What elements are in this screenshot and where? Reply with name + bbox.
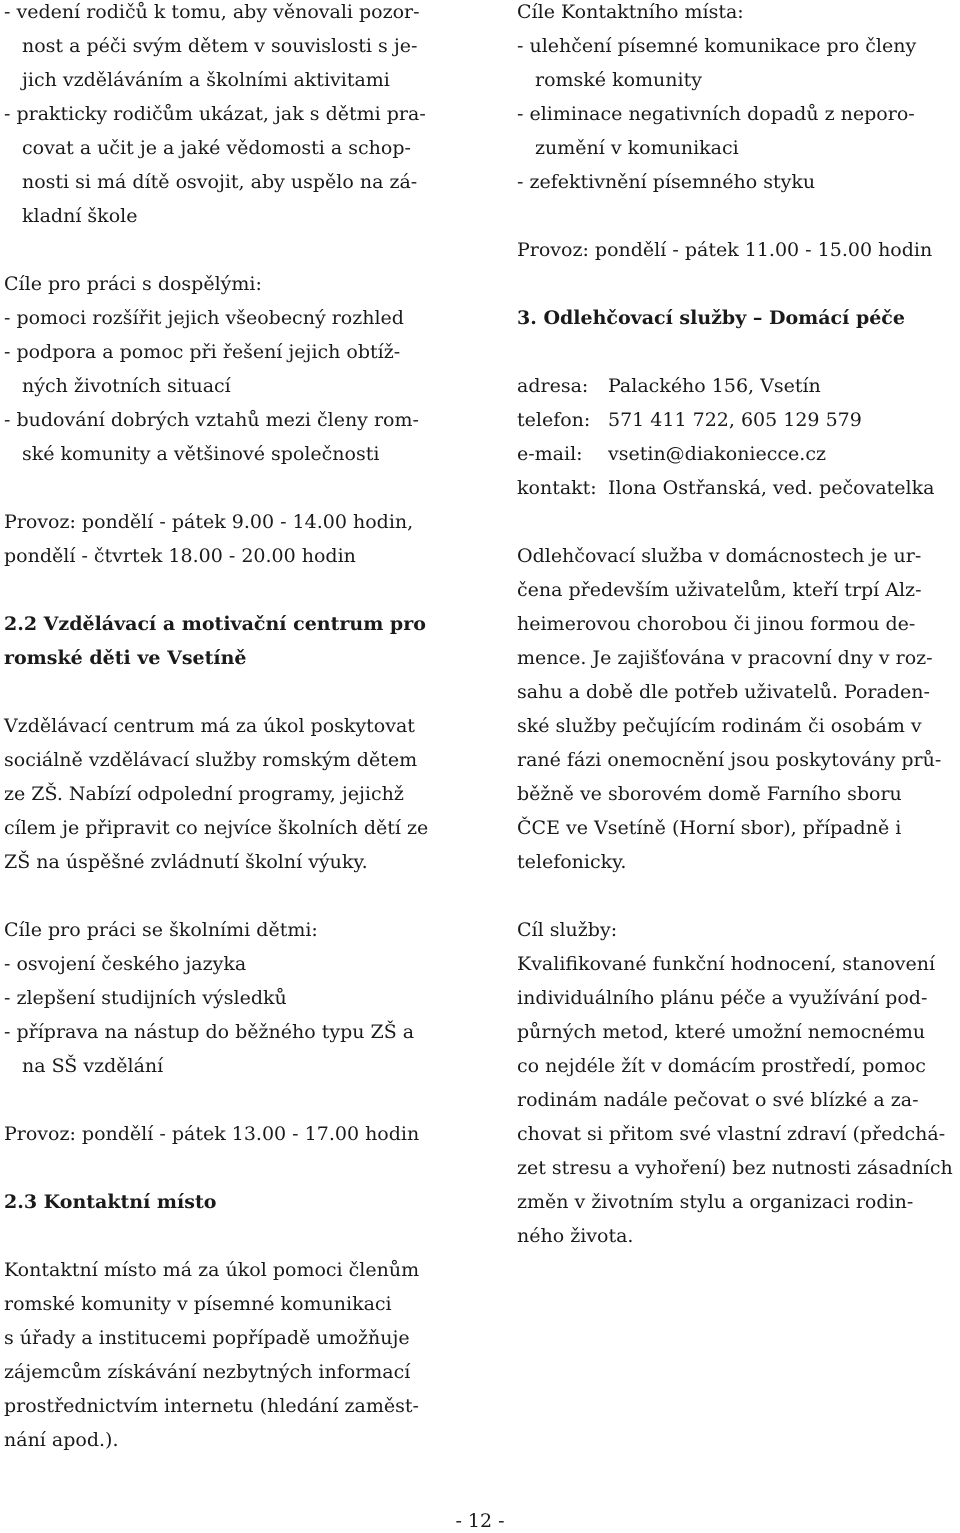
text-line: - zlepšení studijních výsledků	[4, 987, 287, 1009]
text-line: ské komunity a většinové společnosti	[22, 443, 380, 465]
text-line: - podpora a pomoc při řešení jejich obtíž-	[4, 341, 401, 363]
text-line: ných životních situací	[22, 375, 231, 397]
contact-row-email	[517, 442, 826, 466]
text-line	[4, 714, 444, 738]
text-line: - budování dobrých vztahů mezi členy rom-	[4, 409, 419, 431]
text-line: mence. Je zajišťována v pracovní dny v roz-	[517, 647, 933, 669]
text-line: Kvalifikované funkční hodnocení, stanovení	[517, 953, 936, 975]
page-number: - 12 -	[455, 1510, 505, 1532]
text-line: nosti si má dítě osvojit, aby uspělo na zá-	[22, 171, 418, 193]
text-line: - příprava na nástup do běžného typu ZŠ a	[4, 1021, 415, 1043]
opening-hours: pondělí - čtvrtek 18.00 - 20.00 hodin	[4, 545, 356, 567]
text-line: jich vzděláváním a školními aktivitami	[22, 69, 390, 91]
section-heading: 2.2 Vzdělávací a motivační centrum pro	[4, 613, 426, 635]
text-line: sahu a době dle potřeb uživatelů. Poraden-	[517, 681, 930, 703]
text-line: - zefektivnění písemného styku	[517, 171, 816, 193]
contact-value: Ilona Ostřanská, ved. pečovatelka	[608, 477, 935, 499]
text-line: - osvojení českého jazyka	[4, 953, 247, 975]
contact-row-address	[517, 374, 821, 398]
text-span: Vzdělávací centrum má za úkol poskytovat	[4, 715, 415, 737]
text-line: kladní škole	[22, 205, 138, 227]
text-line: romské komunity	[535, 69, 702, 91]
text-line: ZŠ na úspěšné zvládnutí školní výuky.	[4, 851, 368, 873]
text-line: heimerovou chorobou či jinou formou de-	[517, 613, 916, 635]
text-line: prostřednictvím internetu (hledání zaměst-	[4, 1395, 419, 1417]
text-line: nání apod.).	[4, 1429, 119, 1451]
contact-row-phone	[517, 408, 862, 432]
text-line: - pomoci rozšířit jejich všeobecný rozhled	[4, 307, 404, 329]
text-line: co nejdéle žít v domácím prostředí, pomoc	[517, 1055, 926, 1077]
text-line: chovat si přitom své vlastní zdraví (předchá-	[517, 1123, 946, 1145]
contact-value: 571 411 722, 605 129 579	[608, 409, 862, 431]
service-goal-heading: Cíl služby:	[517, 919, 618, 941]
contact-row-person	[517, 476, 934, 500]
text-line: sociálně vzdělávací služby romským dětem	[4, 749, 418, 771]
text-line: individuálního plánu péče a využívání pod-	[517, 987, 928, 1009]
section-heading: 2.3 Kontaktní místo	[4, 1191, 217, 1213]
text-line: ČCE ve Vsetíně (Horní sbor), případně i	[517, 817, 902, 839]
opening-hours: Provoz: pondělí - pátek 11.00 - 15.00 hodin	[517, 239, 933, 261]
contact-value: vsetin@diakoniecce.cz	[608, 443, 826, 465]
text-line: rodinám nadále pečovat o své blízké a za-	[517, 1089, 919, 1111]
text-line: změn v životním stylu a organizaci rodin-	[517, 1191, 914, 1213]
text-line: zumění v komunikaci	[535, 137, 739, 159]
text-line: - vedení rodičů k tomu, aby věnovali pozor-	[4, 1, 420, 23]
text-line: Kontaktní místo má za úkol pomoci členům	[4, 1259, 420, 1281]
text-line: ného života.	[517, 1225, 634, 1247]
text-line: telefonicky.	[517, 851, 627, 873]
opening-hours: Provoz: pondělí - pátek 13.00 - 17.00 hodin	[4, 1123, 420, 1145]
opening-hours: Provoz: pondělí - pátek 9.00 - 14.00 hodin,	[4, 511, 414, 533]
adults-heading: Cíle pro práci s dospělými:	[4, 273, 262, 295]
contact-goals-heading: Cíle Kontaktního místa:	[517, 1, 744, 23]
text-line: ské služby pečujícím rodinám či osobám v	[517, 715, 922, 737]
text-line: s úřady a institucemi popřípadě umožňuje	[4, 1327, 410, 1349]
text-line: rané fázi onemocnění jsou poskytovány prů-	[517, 749, 942, 771]
text-line: - eliminace negativních dopadů z neporo-	[517, 103, 915, 125]
text-line: - ulehčení písemné komunikace pro členy	[517, 35, 917, 57]
school-heading: Cíle pro práci se školními dětmi:	[4, 919, 318, 941]
text-line: zet stresu a vyhoření) bez nutnosti zásadních	[517, 1157, 953, 1179]
text-line: půrných metod, které umožní nemocnému	[517, 1021, 926, 1043]
text-line: Odlehčovací služba v domácnostech je ur-	[517, 545, 922, 567]
section-heading: 3. Odlehčovací služby – Domácí péče	[517, 307, 905, 329]
contact-label: telefon:	[517, 409, 591, 431]
contact-value: Palackého 156, Vsetín	[608, 375, 821, 397]
text-line: nost a péči svým dětem v souvislosti s je-	[22, 35, 418, 57]
text-line: na SŠ vzdělání	[22, 1055, 164, 1077]
text-line: covat a učit je a jaké vědomosti a schop-	[22, 137, 411, 159]
section-heading: romské děti ve Vsetíně	[4, 647, 247, 669]
contact-label: e-mail:	[517, 443, 583, 465]
text-line: romské komunity v písemné komunikaci	[4, 1293, 392, 1315]
text-line: cílem je připravit co nejvíce školních dětí ze	[4, 817, 429, 839]
text-line: - prakticky rodičům ukázat, jak s dětmi pra-	[4, 103, 426, 125]
contact-label: adresa:	[517, 375, 589, 397]
text-line: běžně ve sborovém domě Farního sboru	[517, 783, 902, 805]
text-line: ze ZŠ. Nabízí odpolední programy, jejichž	[4, 783, 404, 805]
text-line: zájemcům získávání nezbytných informací	[4, 1361, 411, 1383]
text-line: čena především uživatelům, kteří trpí Alz-	[517, 579, 922, 601]
contact-label: kontakt:	[517, 477, 597, 499]
